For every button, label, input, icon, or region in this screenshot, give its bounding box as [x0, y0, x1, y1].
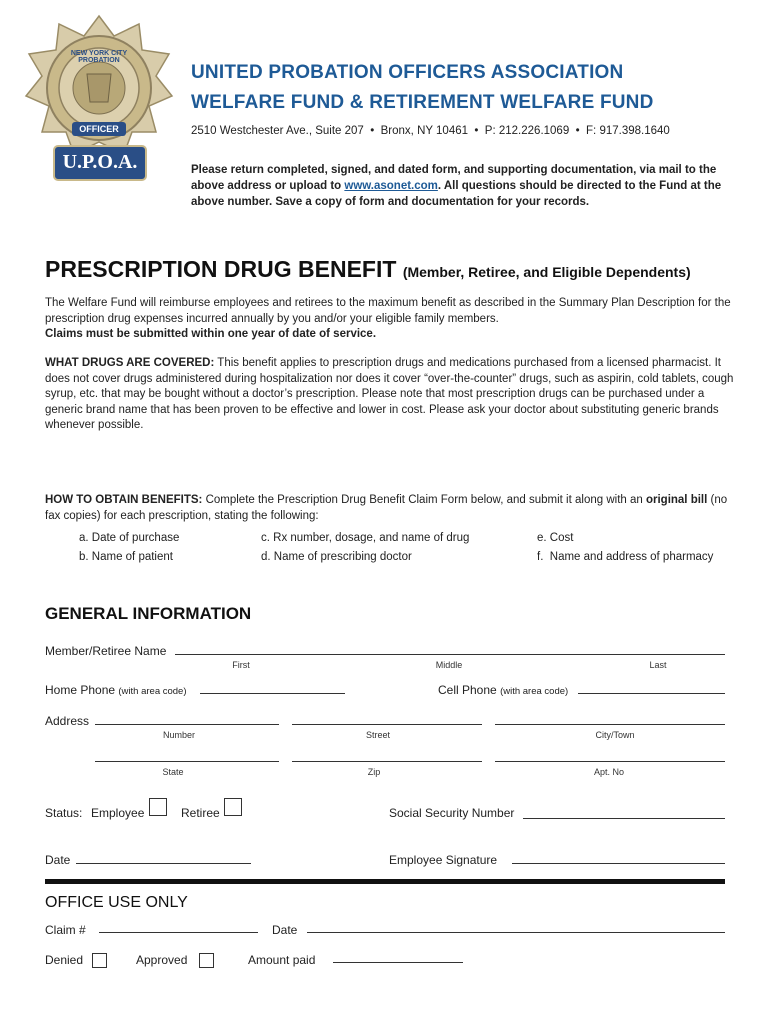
obtain-bold: original bill	[645, 494, 708, 506]
employee-label: Employee	[91, 806, 145, 820]
state-sublabel: State	[162, 767, 184, 777]
section-divider	[45, 879, 725, 884]
amount-paid-label: Amount paid	[248, 953, 316, 967]
retiree-checkbox[interactable]	[224, 798, 242, 816]
apt-sublabel: Apt. No	[593, 767, 624, 777]
zip-sublabel: Zip	[367, 767, 381, 777]
address-state-field[interactable]	[95, 761, 279, 762]
instr-text-a: Please return completed, signed, and dated form, and supporting documentation, via mail to the above address or upload to	[191, 164, 717, 192]
status-label: Status:	[45, 806, 83, 820]
badge-officer-text: OFFICER	[79, 124, 119, 134]
obtain-text-b: (no fax copies) for each prescription, stating the following:	[45, 494, 728, 522]
badge-ring-text: NEW YORK CITY PROBATION	[70, 50, 128, 64]
office-date-label: Date	[272, 923, 298, 937]
general-info-heading: GENERAL INFORMATION	[45, 604, 252, 623]
org-name-line2: WELFARE FUND & RETIREMENT WELFARE FUND	[191, 92, 654, 113]
cell-phone-field[interactable]	[578, 693, 725, 694]
office-date-field[interactable]	[307, 932, 725, 933]
member-name-field[interactable]	[175, 654, 725, 655]
ssn-label: Social Security Number	[389, 806, 515, 820]
page-title	[45, 256, 691, 283]
cell-phone-label	[438, 683, 568, 697]
home-phone-text: Home Phone	[45, 683, 116, 697]
employee-checkbox[interactable]	[149, 798, 167, 816]
home-phone-field[interactable]	[200, 693, 345, 694]
covered-text: This benefit applies to prescription drugs and medications purchased from a licensed pharmacist. It does not cover drugs administered during hospitalization nor does it cover “over-the-counter” drugs, such as aspirin, cold tablets, cough syrup, etc. that may be bought without a doctor’s prescription. Please note that most prescription drugs can be purchased under a generic brand name that has been proven to be effective and lower in cost. Please ask your doctor about substituting generic brands whenever possible.	[45, 357, 734, 431]
amount-paid-field[interactable]	[333, 962, 463, 963]
upoa-badge-logo	[24, 14, 174, 189]
denied-checkbox[interactable]	[92, 953, 107, 968]
instr-text-b: . All questions should be directed to the Fund at the above number. Save a copy of form and documentation for your records.	[191, 180, 722, 208]
badge-acronym-text: U.P.O.A.	[62, 151, 138, 173]
cell-phone-text: Cell Phone	[438, 683, 497, 697]
date-label: Date	[45, 853, 71, 867]
org-address: 2510 Westchester Ave., Suite 207 • Bronx, NY 10461 • P: 212.226.1069 • F: 917.398.1640	[191, 125, 670, 137]
signature-field[interactable]	[512, 863, 725, 864]
list-item: d. Name of prescribing doctor	[261, 551, 412, 563]
last-sublabel: Last	[649, 660, 667, 670]
intro-paragraph	[45, 296, 735, 343]
signature-label: Employee Signature	[389, 853, 498, 867]
covered-paragraph	[45, 356, 735, 434]
list-item: c. Rx number, dosage, and name of drug	[261, 532, 470, 544]
approved-label: Approved	[136, 953, 188, 967]
city-sublabel: City/Town	[595, 730, 635, 740]
obtain-text-a: Complete the Prescription Drug Benefit Claim Form below, and submit it along with an	[202, 494, 646, 506]
approved-checkbox[interactable]	[199, 953, 214, 968]
retiree-label: Retiree	[181, 806, 220, 820]
address-label: Address	[45, 714, 90, 728]
covered-heading: WHAT DRUGS ARE COVERED:	[45, 357, 215, 369]
submission-instructions	[191, 162, 751, 210]
list-item: f. Name and address of pharmacy	[537, 551, 714, 563]
list-item: e. Cost	[537, 532, 574, 544]
home-phone-area: (with area code)	[118, 686, 187, 697]
claim-label: Claim #	[45, 923, 86, 937]
address-number-field[interactable]	[95, 724, 279, 725]
address-street-field[interactable]	[292, 724, 482, 725]
website-link[interactable]: www.asonet.com	[344, 180, 438, 192]
list-item: a. Date of purchase	[79, 532, 180, 544]
middle-sublabel: Middle	[435, 660, 463, 670]
title-sub: (Member, Retiree, and Eligible Dependents)	[402, 264, 691, 280]
office-use-heading: OFFICE USE ONLY	[45, 894, 188, 911]
intro-bold: Claims must be submitted within one year of date of service.	[45, 328, 377, 340]
claim-field[interactable]	[99, 932, 258, 933]
org-name-line1: UNITED PROBATION OFFICERS ASSOCIATION	[191, 62, 624, 83]
date-field[interactable]	[76, 863, 251, 864]
address-apt-field[interactable]	[495, 761, 725, 762]
home-phone-label	[45, 683, 187, 697]
first-sublabel: First	[232, 660, 250, 670]
intro-text: The Welfare Fund will reimburse employees and retirees to the maximum benefit as described in the Summary Plan Description for the prescription drug expenses incurred annually by you and/or your eligible family members.	[45, 297, 731, 325]
number-sublabel: Number	[162, 730, 195, 740]
address-zip-field[interactable]	[292, 761, 482, 762]
address-city-field[interactable]	[495, 724, 725, 725]
cell-phone-area: (with area code)	[500, 686, 569, 697]
street-sublabel: Street	[365, 730, 390, 740]
denied-label: Denied	[45, 953, 84, 967]
obtain-heading: HOW TO OBTAIN BENEFITS:	[45, 494, 203, 506]
title-main: PRESCRIPTION DRUG BENEFIT	[45, 256, 397, 282]
member-name-label: Member/Retiree Name	[45, 644, 167, 658]
ssn-field[interactable]	[523, 818, 725, 819]
list-item: b. Name of patient	[79, 551, 173, 563]
obtain-paragraph	[45, 493, 735, 524]
